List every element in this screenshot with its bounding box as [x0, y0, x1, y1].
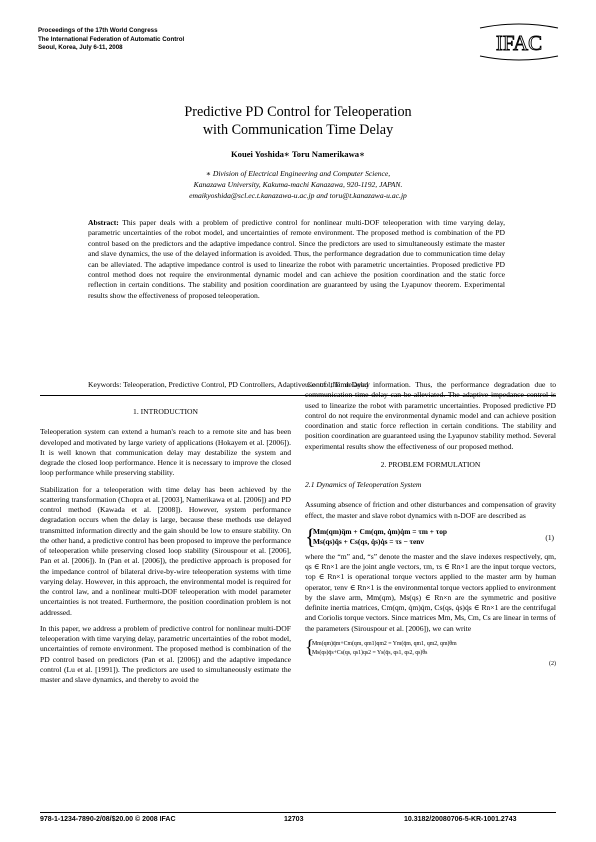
footer-doi: 10.3182/20080706-5-KR-1001.2743 [404, 816, 517, 823]
equation-2-line-2: Ms(qs)q̈s+Cs(qs, qs1)qs2 = Ys(q̈s, qs1, qs2, qs)θs [312, 649, 428, 656]
affiliation-line-2: Kanazawa University, Kakuma-machi Kanazawa, 920-1192, JAPAN. [193, 180, 403, 189]
ifac-logo [476, 22, 562, 62]
logo-text: IFAC [495, 31, 543, 55]
left-column [40, 407, 291, 691]
abstract [88, 218, 505, 300]
intro-paragraph-4: use of the delayed information. Thus, the performance degradation due to communication time delay can be alleviated. The adaptive impedance control is used to linearize the robot with parametric uncertainties. Proposed predictive PD control do not require the environmental dynamic model and can achieve position coordination and static force reflection in certain conditions. The stability and position coordination are guaranteed using the Lyapunov stability method. Several experimental results show the effectiveness of our proposed method. [305, 380, 556, 451]
equation-brace: { [305, 523, 316, 549]
equation-brace: { [305, 636, 315, 658]
affiliation-line-1: ∗ Division of Electrical Engineering and Computer Science, [205, 169, 391, 178]
footer-divider [40, 812, 556, 813]
intro-paragraph-3: In this paper, we address a problem of predictive control for nonlinear multi-DOF teleoperation with time varying delay, parametric uncertainties of the robot model, uncertainties of remote environment. The proposed method is combination of the PD control based on predictors (Pan et al. [2006]) and the adaptive impedance control (Lu et al. [1991]). The predictors are used to simultaneously estimate the master and slave dynamics, and thereby to avoid the [40, 623, 291, 684]
footer-page-number: 12703 [284, 816, 304, 823]
section-2-title: 2. PROBLEM FORMULATION [380, 459, 481, 469]
title-line-2: with Communication Time Delay [202, 121, 394, 138]
dynamics-paragraph: Assuming absence of friction and other disturbances and compensation of gravity effect, the master and slave robot dynamics with n-DOF are described as [305, 500, 556, 520]
intro-paragraph-1: Teleoperation system can extend a human's reach to a remote site and has been developed and motivated by large variety of applications (Hokayem et al. [2006]). It is well known that communication delay may destabilize the system and degrade the closed loop performance. Hence it is necessary to improve the closed loop performance while preserving stability. [40, 427, 291, 478]
keywords: Keywords: Teleoperation, Predictive Control, PD Controllers, Adaptive Control, Time Delay [88, 380, 370, 389]
equation-2 [305, 636, 556, 669]
affiliation [0, 168, 596, 201]
affiliation-emails: emaikyoshida@scl.ec.t.kanazawa-u.ac.jp and toru@t.kanazawa-u.ac.jp [189, 191, 407, 200]
equation-1-line-1: Mm(qm)q̈m + Cm(qm, q̇m)q̇m = τm + τop [313, 526, 447, 536]
equation-2-number: (2) [549, 660, 556, 667]
abstract-text: This paper deals with a problem of predictive control for nonlinear multi-DOF teleoperation with time varying delay, parametric uncertainties of the robot model, and uncertainties of remote environment. The proposed method is combination of the PD control based on the predictors and the adaptive impedance control. Since the predictors are used to simultaneously estimate the master and slave dynamics, the use of the delayed information is avoided. Thus, the performance degradation due to communication time delay can be alleviated. The adaptive impedance control is used to linearize the robot with parametric uncertainties. Proposed predictive PD control method does not require the environmental dynamic model and can achieve the position coordination and the static force reflection in certain conditions. The stability and position coordination are guaranteed by using the Lyapunov theorem. Experimental results show the effectiveness of proposed teleoperation. [88, 218, 505, 300]
section-1-title: 1. INTRODUCTION [133, 407, 198, 416]
equation-1-line-2: Ms(qs)q̈s + Cs(qs, q̇s)q̇s = τs − τenv [313, 537, 425, 547]
intro-paragraph-2: Stabilization for a teleoperation with time delay has been achieved by the scattering transformation (Chopra et al. [2003], Namerikawa et al. [2006]) and PD control method (Kawada et al. [2008]). However, system performance degradation occurs when the delay is large, because these methods use delayed transmitted information directly and the gain should be low to ensure stability. On the other hand, a predictive control has been proposed to improve the performance of teleoperation while preserving closed loop stability (Sirouspour et al. [2006], Pan et al. [2006]). In (Pan et al. [2006]), the predictive approach is proposed for the impedance control of bilateral drive-by-wire teleoperation systems with time varying delay. However, in this approach, the environmental model is required for the control law, and a nonlinear multi-DOF teleoperation with model parameter uncertainties is not treated. Furthermore, the position coordination problem is not addressed. [40, 484, 291, 617]
subsection-2-1-title: 2.1 Dynamics of Teleoperation System [305, 480, 422, 489]
header-line-3: Seoul, Korea, July 6-11, 2008 [38, 44, 123, 52]
equation-2-line-1: Mm(qm)q̈m+Cm(qm, qm1)qm2 = Ym(q̈m, qm1, qm2, qm)θm [312, 640, 457, 647]
variables-paragraph: where the “m” and, “s” denote the master and the slave indexes respectively, qm, qs ∈ Rn×1 are the joint angle vectors, τm, τs ∈ Rn×1 are the input torque vectors, τop ∈ Rn×1 is operational torque vectors applied to the master arm by human operator, τenv ∈ Rn×1 is the environmental torque vectors applied to environment by the slave arm, Mm(qm), Ms(qs) ∈ Rn×n are the symmetric and positive definite inertia matrices, Cm(qm, q̇m)q̇m, Cs(qs, q̇s)q̇s ∈ Rn×1 are the centrifugal and Coriolis torque vectors. Since matrices Mm, Ms, Cm, Cs are linear in terms of the parameters (Sirouspour et al. [2006]), we can write [305, 551, 556, 633]
equation-1-number: (1) [545, 532, 554, 542]
header-line-1: Proceedings of the 17th World Congress [38, 27, 158, 34]
authors: Kouei Yoshida∗ Toru Namerikawa∗ [230, 149, 366, 159]
equation-1 [305, 523, 556, 549]
right-column [305, 380, 556, 671]
title-line-1: Predictive PD Control for Teleoperation [184, 104, 412, 120]
paper-title [0, 104, 596, 139]
proceedings-header [38, 27, 184, 53]
header-line-2: The International Federation of Automatic Control [38, 35, 185, 43]
footer-isbn: 978-1-1234-7890-2/08/$20.00 © 2008 IFAC [40, 816, 176, 823]
abstract-label: Abstract: [88, 218, 119, 227]
